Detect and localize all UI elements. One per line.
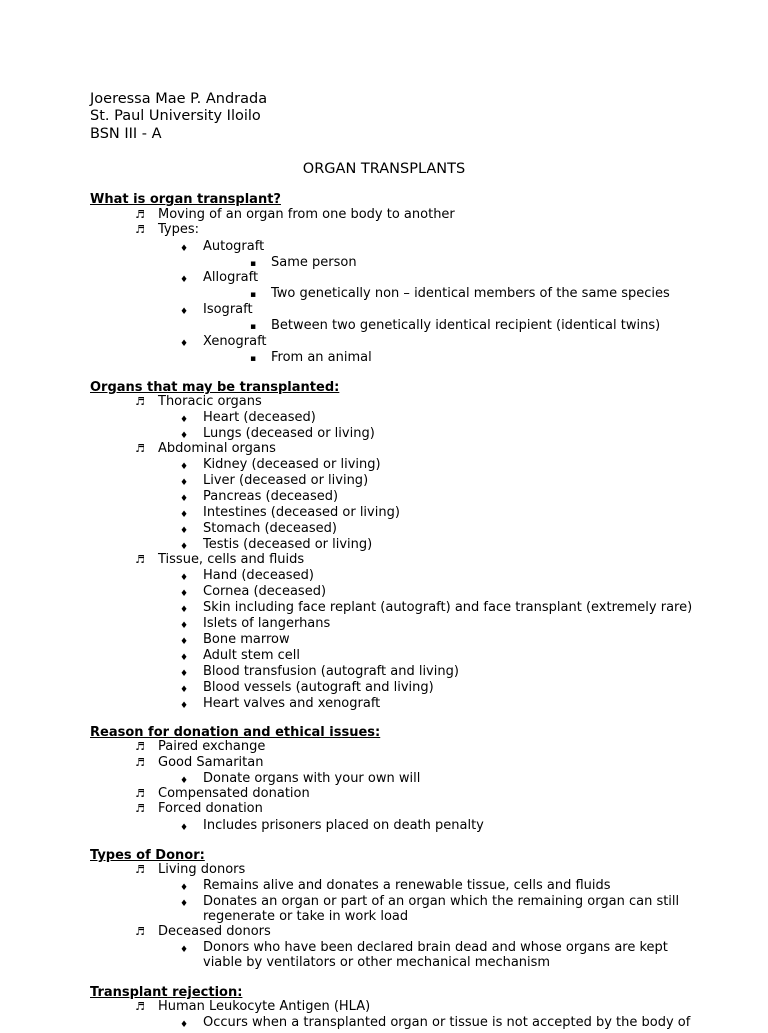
list-item-text: Donors who have been declared brain dead and whose organs are kept bbox=[203, 940, 668, 955]
bullet-icon: ♬ bbox=[135, 756, 145, 769]
bullet-icon: ♦ bbox=[180, 653, 189, 663]
list-item-text: Deceased donors bbox=[158, 924, 271, 939]
page-title: ORGAN TRANSPLANTS bbox=[302, 161, 466, 177]
bullet-icon: ♦ bbox=[180, 776, 189, 786]
list-item-text: Forced donation bbox=[158, 801, 263, 816]
list-item-text: Skin including face replant (autograft) and face transplant (extremely rare) bbox=[203, 600, 693, 615]
bullet-icon: ♦ bbox=[180, 589, 189, 599]
bullet-icon: ♦ bbox=[180, 415, 189, 425]
list-item-text: Between two genetically identical recipient (identical twins) bbox=[271, 318, 661, 333]
section-heading: Organs that may be transplanted: bbox=[90, 380, 340, 395]
list-item-text: Liver (deceased or living) bbox=[203, 473, 369, 488]
list-item-text: Lungs (deceased or living) bbox=[203, 426, 375, 441]
bullet-icon: ♦ bbox=[180, 275, 189, 285]
bullet-icon: ♬ bbox=[135, 553, 145, 566]
list-item-text: Xenograft bbox=[203, 334, 267, 349]
bullet-icon: ▪ bbox=[250, 290, 257, 300]
list-item-text: Heart (deceased) bbox=[203, 410, 316, 425]
list-item-text: Good Samaritan bbox=[158, 755, 264, 770]
bullet-icon: ♦ bbox=[180, 494, 189, 504]
list-item-text: Hand (deceased) bbox=[203, 568, 314, 583]
bullet-icon: ♦ bbox=[180, 339, 189, 349]
bullet-icon: ♦ bbox=[180, 542, 189, 552]
bullet-icon: ♦ bbox=[180, 478, 189, 488]
list-item-text: Stomach (deceased) bbox=[203, 521, 337, 536]
bullet-icon: ▪ bbox=[250, 322, 257, 332]
bullet-icon: ♦ bbox=[180, 307, 189, 317]
list-item-text: Donate organs with your own will bbox=[203, 771, 421, 786]
list-item-text: Includes prisoners placed on death penalty bbox=[203, 818, 484, 833]
bullet-icon: ♦ bbox=[180, 621, 189, 631]
list-item-text: Living donors bbox=[158, 862, 246, 877]
list-item-text: Same person bbox=[271, 255, 357, 270]
list-item-text: Thoracic organs bbox=[158, 394, 262, 409]
section-heading: What is organ transplant? bbox=[90, 192, 281, 207]
list-item-text: Islets of langerhans bbox=[203, 616, 331, 631]
list-item-text: Allograft bbox=[203, 270, 259, 285]
bullet-icon: ♬ bbox=[135, 802, 145, 815]
bullet-icon: ♬ bbox=[135, 442, 145, 455]
list-item-text: Abdominal organs bbox=[158, 441, 276, 456]
list-item-text: Autograft bbox=[203, 239, 265, 254]
list-item-text: From an animal bbox=[271, 350, 372, 365]
bullet-icon: ♦ bbox=[180, 431, 189, 441]
bullet-icon: ♬ bbox=[135, 1000, 145, 1013]
bullet-icon: ♦ bbox=[180, 605, 189, 615]
list-item-text: Pancreas (deceased) bbox=[203, 489, 339, 504]
bullet-icon: ♬ bbox=[135, 863, 145, 876]
list-item-text: Donates an organ or part of an organ which the remaining organ can still bbox=[203, 894, 680, 909]
section-heading: Types of Donor: bbox=[90, 848, 205, 863]
class-section: BSN III - A bbox=[90, 126, 162, 142]
bullet-icon: ▪ bbox=[250, 259, 257, 269]
bullet-icon: ♦ bbox=[180, 526, 189, 536]
bullet-icon: ♦ bbox=[180, 823, 189, 833]
bullet-icon: ♦ bbox=[180, 701, 189, 711]
bullet-icon: ♬ bbox=[135, 395, 145, 408]
bullet-icon: ♦ bbox=[180, 573, 189, 583]
bullet-icon: ♦ bbox=[180, 462, 189, 472]
list-item-text: Adult stem cell bbox=[203, 648, 301, 663]
bullet-icon: ♦ bbox=[180, 244, 189, 254]
list-item-text: Two genetically non – identical members of the same species bbox=[271, 286, 670, 301]
section-heading: Reason for donation and ethical issues: bbox=[90, 725, 381, 740]
bullet-icon: ♬ bbox=[135, 740, 145, 753]
bullet-icon: ♦ bbox=[180, 637, 189, 647]
bullet-icon: ▪ bbox=[250, 354, 257, 364]
bullet-icon: ♦ bbox=[180, 669, 189, 679]
bullet-icon: ♬ bbox=[135, 208, 145, 221]
bullet-icon: ♬ bbox=[135, 787, 145, 800]
list-item-text: Paired exchange bbox=[158, 739, 266, 754]
author-name: Joeressa Mae P. Andrada bbox=[90, 91, 268, 107]
list-item-text: Bone marrow bbox=[203, 632, 290, 647]
bullet-icon: ♦ bbox=[180, 945, 189, 955]
list-item-text: Intestines (deceased or living) bbox=[203, 505, 400, 520]
list-item-text: Compensated donation bbox=[158, 786, 310, 801]
section-heading: Transplant rejection: bbox=[90, 985, 243, 1000]
bullet-icon: ♬ bbox=[135, 925, 145, 938]
list-item-text: Occurs when a transplanted organ or tissue is not accepted by the body of bbox=[203, 1015, 691, 1030]
list-item-text: viable by ventilators or other mechanical mechanism bbox=[203, 955, 551, 970]
list-item-text: Cornea (deceased) bbox=[203, 584, 327, 599]
list-item-text: Types: bbox=[158, 222, 200, 237]
bullet-icon: ♦ bbox=[180, 685, 189, 695]
list-item-text: Tissue, cells and fluids bbox=[158, 552, 305, 567]
bullet-icon: ♦ bbox=[180, 899, 189, 909]
list-item-text: Blood transfusion (autograft and living) bbox=[203, 664, 459, 679]
bullet-icon: ♦ bbox=[180, 883, 189, 893]
list-item-text: Kidney (deceased or living) bbox=[203, 457, 381, 472]
list-item-text: Testis (deceased or living) bbox=[203, 537, 373, 552]
list-item-text: Isograft bbox=[203, 302, 253, 317]
bullet-icon: ♦ bbox=[180, 510, 189, 520]
list-item-text: Human Leukocyte Antigen (HLA) bbox=[158, 999, 371, 1014]
bullet-icon: ♬ bbox=[135, 223, 145, 236]
school-name: St. Paul University Iloilo bbox=[90, 108, 261, 124]
list-item-text: regenerate or take in work load bbox=[203, 909, 409, 924]
list-item-text: Moving of an organ from one body to another bbox=[158, 207, 455, 222]
bullet-icon: ♦ bbox=[180, 1020, 189, 1030]
list-item-text: Blood vessels (autograft and living) bbox=[203, 680, 434, 695]
list-item-text: Heart valves and xenograft bbox=[203, 696, 381, 711]
list-item-text: Remains alive and donates a renewable tissue, cells and fluids bbox=[203, 878, 611, 893]
